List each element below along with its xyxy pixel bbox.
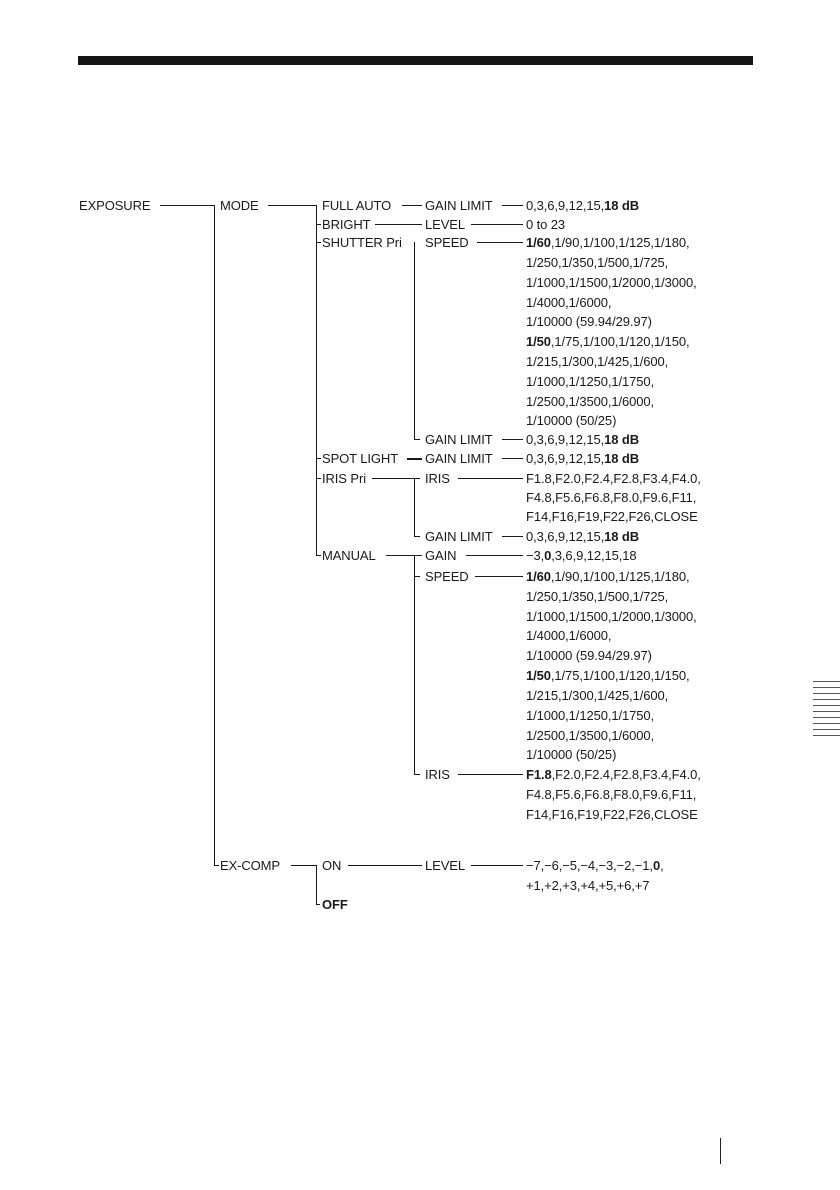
param-speed-manual: SPEED <box>425 569 469 584</box>
param-gain-limit-spot: GAIN LIMIT <box>425 451 493 466</box>
value-gain-limit-iris-pri: 0,3,6,9,12,15,18 dB <box>526 529 640 544</box>
node-ex-comp: EX-COMP <box>220 858 280 873</box>
node-spot-light: SPOT LIGHT <box>322 451 399 466</box>
param-gain-limit-shutter: GAIN LIMIT <box>425 432 493 447</box>
header-rule <box>78 56 753 65</box>
node-full-auto: FULL AUTO <box>322 198 392 213</box>
node-mode: MODE <box>220 198 259 213</box>
value-gain-limit-full-auto: 0,3,6,9,12,15,18 dB <box>526 198 640 213</box>
param-gain-limit-full-auto: GAIN LIMIT <box>425 198 493 213</box>
node-bright: BRIGHT <box>322 217 371 232</box>
node-exposure: EXPOSURE <box>79 198 151 213</box>
param-gain-limit-iris-pri: GAIN LIMIT <box>425 529 493 544</box>
value-gain-manual: −3,0,3,6,9,12,15,18 <box>526 548 637 563</box>
node-on: ON <box>322 858 342 873</box>
page-number-rule <box>720 1138 721 1164</box>
value-gain-limit-spot: 0,3,6,9,12,15,18 dB <box>526 451 640 466</box>
param-gain-manual: GAIN <box>425 548 457 563</box>
node-off: OFF <box>322 897 348 912</box>
value-bright-level: 0 to 23 <box>526 217 566 232</box>
value-gain-limit-shutter: 0,3,6,9,12,15,18 dB <box>526 432 640 447</box>
param-speed-shutter: SPEED <box>425 235 469 250</box>
param-level-ex-comp: LEVEL <box>425 858 465 873</box>
node-manual: MANUAL <box>322 548 376 563</box>
param-iris-iris-pri: IRIS <box>425 471 450 486</box>
node-shutter-pri: SHUTTER Pri <box>322 235 402 250</box>
param-level-bright: LEVEL <box>425 217 465 232</box>
param-iris-manual: IRIS <box>425 767 450 782</box>
node-iris-pri: IRIS Pri <box>322 471 366 486</box>
